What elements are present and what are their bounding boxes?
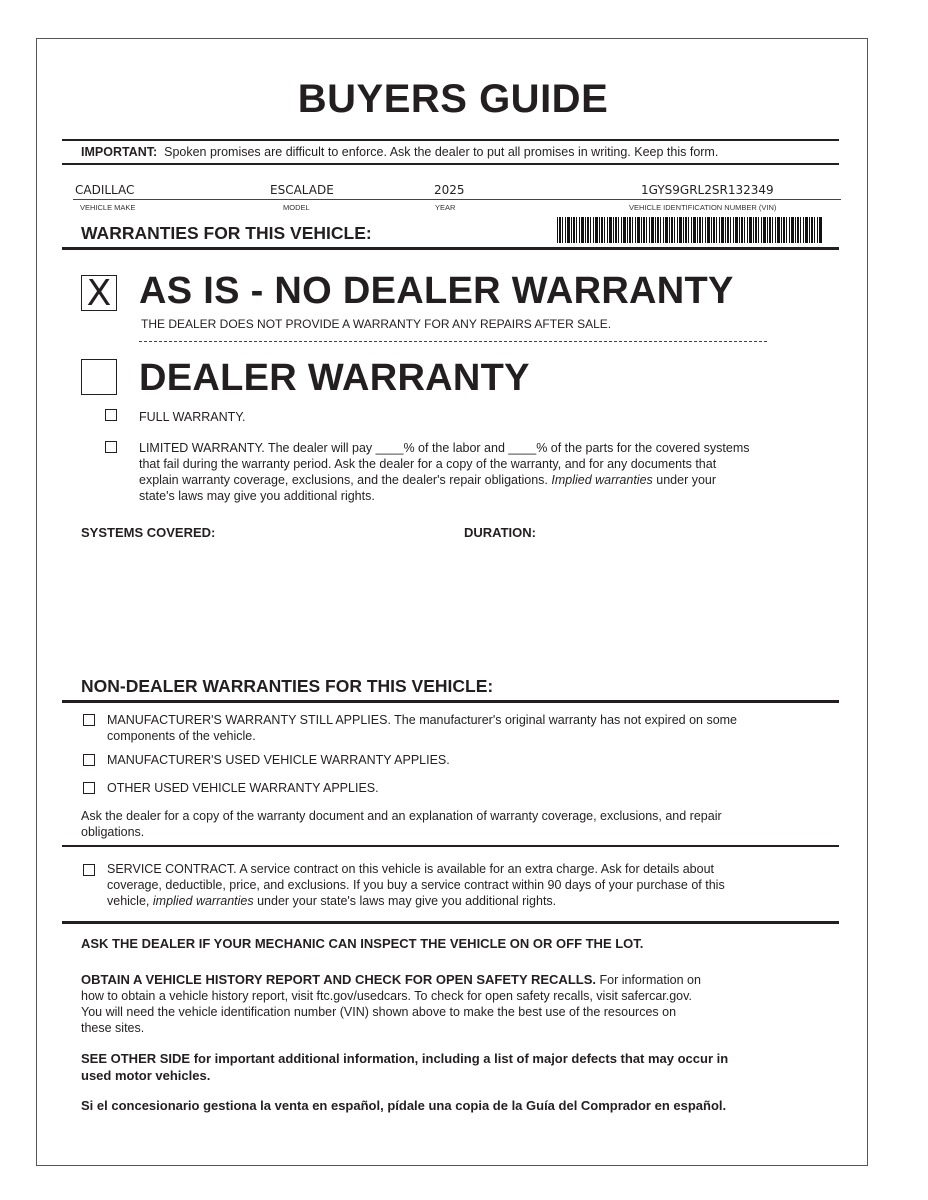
rule-above-mechanic xyxy=(62,921,839,924)
used-vehicle-warranty-checkbox[interactable] xyxy=(83,754,95,766)
spanish-notice: Si el concesionario gestiona la venta en español, pídale una copia de la Guía del Comprador en español. xyxy=(81,1098,727,1113)
rule-under-title xyxy=(62,139,839,141)
dealer-warranty-heading: DEALER WARRANTY xyxy=(139,357,530,399)
limited-warranty-line2: that fail during the warranty period. Ask the dealer for a copy of the warranty, and for any documents that xyxy=(139,457,717,471)
vehicle-year-label: YEAR xyxy=(435,203,456,212)
vehicle-make-value: CADILLAC xyxy=(75,183,135,197)
limited-warranty-line3a: explain warranty coverage, exclusions, and the dealer's repair obligations. xyxy=(139,473,548,487)
rule-under-non-dealer xyxy=(62,700,839,703)
dealer-warranty-checkbox[interactable] xyxy=(81,359,117,395)
rule-above-service-contract xyxy=(62,845,839,847)
ask-warranty-copy-line1: Ask the dealer for a copy of the warranty document and an explanation of warranty coverage, exclusions, and repair xyxy=(81,809,722,823)
limited-warranty-line3c: under your xyxy=(656,473,717,487)
as-is-subtext: THE DEALER DOES NOT PROVIDE A WARRANTY FOR ANY REPAIRS AFTER SALE. xyxy=(141,317,612,331)
important-notice xyxy=(81,145,718,159)
service-contract-line3a: vehicle, xyxy=(107,894,150,908)
important-label: IMPORTANT: xyxy=(81,145,158,159)
other-used-warranty-label: OTHER USED VEHICLE WARRANTY APPLIES. xyxy=(107,781,379,795)
limited-warranty-checkbox[interactable] xyxy=(105,441,117,453)
history-line1-rest: For information on xyxy=(599,973,701,987)
form-title: BUYERS GUIDE xyxy=(297,77,609,121)
service-contract-line2: coverage, deductible, price, and exclusions. If you buy a service contract within 90 days of your purchase of this xyxy=(107,878,725,892)
vehicle-model-label: MODEL xyxy=(283,203,310,212)
duration-label: DURATION: xyxy=(464,525,536,540)
other-used-warranty-checkbox[interactable] xyxy=(83,782,95,794)
history-line1 xyxy=(81,972,701,987)
rule-under-important xyxy=(62,163,839,165)
history-line4: these sites. xyxy=(81,1021,145,1035)
service-contract-checkbox[interactable] xyxy=(83,864,95,876)
manufacturer-warranty-line2: components of the vehicle. xyxy=(107,729,256,743)
important-text: Spoken promises are difficult to enforce. Ask the dealer to put all promises in writing. Keep this form. xyxy=(164,145,719,159)
vehicle-vin-label: VEHICLE IDENTIFICATION NUMBER (VIN) xyxy=(629,203,777,212)
limited-warranty-line1: LIMITED WARRANTY. The dealer will pay ____% of the labor and ____% of the parts for the covered systems xyxy=(139,441,750,455)
history-bold: OBTAIN A VEHICLE HISTORY REPORT AND CHECK FOR OPEN SAFETY RECALLS. xyxy=(81,972,596,987)
implied-warranties-italic: Implied warranties xyxy=(551,473,653,487)
service-contract-line3 xyxy=(107,894,556,908)
vin-barcode xyxy=(557,217,822,243)
vehicle-vin-value: 1GYS9GRL2SR132349 xyxy=(641,183,774,197)
as-is-heading: AS IS - NO DEALER WARRANTY xyxy=(139,270,734,312)
limited-warranty-line4: state's laws may give you additional rights. xyxy=(139,489,375,503)
systems-covered-label: SYSTEMS COVERED: xyxy=(81,525,216,540)
as-is-check-mark: X xyxy=(86,273,112,314)
full-warranty-checkbox[interactable] xyxy=(105,409,117,421)
vehicle-model-value: ESCALADE xyxy=(270,183,334,197)
service-contract-line1: SERVICE CONTRACT. A service contract on this vehicle is available for an extra charge. Ask for details about xyxy=(107,862,714,876)
warranties-heading: WARRANTIES FOR THIS VEHICLE: xyxy=(81,223,372,243)
manufacturer-warranty-checkbox[interactable] xyxy=(83,714,95,726)
limited-warranty-line3 xyxy=(139,473,716,487)
dashed-divider xyxy=(139,341,767,342)
buyers-guide-form xyxy=(36,38,868,1166)
see-other-side-line1: SEE OTHER SIDE for important additional information, including a list of major defects that may occur in xyxy=(81,1051,729,1066)
see-other-side-line2: used motor vehicles. xyxy=(81,1068,211,1083)
rule-vehicle-line xyxy=(73,199,841,200)
used-vehicle-warranty-label: MANUFACTURER'S USED VEHICLE WARRANTY APPLIES. xyxy=(107,753,450,767)
as-is-checkbox[interactable] xyxy=(81,273,117,314)
service-implied-warranties-italic: implied warranties xyxy=(152,894,254,908)
mechanic-inspect-notice: ASK THE DEALER IF YOUR MECHANIC CAN INSPECT THE VEHICLE ON OR OFF THE LOT. xyxy=(81,936,644,951)
non-dealer-heading: NON-DEALER WARRANTIES FOR THIS VEHICLE: xyxy=(81,676,494,696)
ask-warranty-copy-line2: obligations. xyxy=(81,825,145,839)
manufacturer-warranty-line1: MANUFACTURER'S WARRANTY STILL APPLIES. The manufacturer's original warranty has not expired on some xyxy=(107,713,738,727)
history-line3: You will need the vehicle identification number (VIN) shown above to make the best use of the resources on xyxy=(81,1005,677,1019)
service-contract-line3c: under your state's laws may give you additional rights. xyxy=(257,894,557,908)
vehicle-year-value: 2025 xyxy=(434,183,465,197)
full-warranty-label: FULL WARRANTY. xyxy=(139,410,246,424)
rule-under-warranties xyxy=(62,247,839,250)
vehicle-make-label: VEHICLE MAKE xyxy=(80,203,136,212)
history-line2: how to obtain a vehicle history report, visit ftc.gov/usedcars. To check for open safety recalls, visit safercar.gov. xyxy=(81,989,692,1003)
